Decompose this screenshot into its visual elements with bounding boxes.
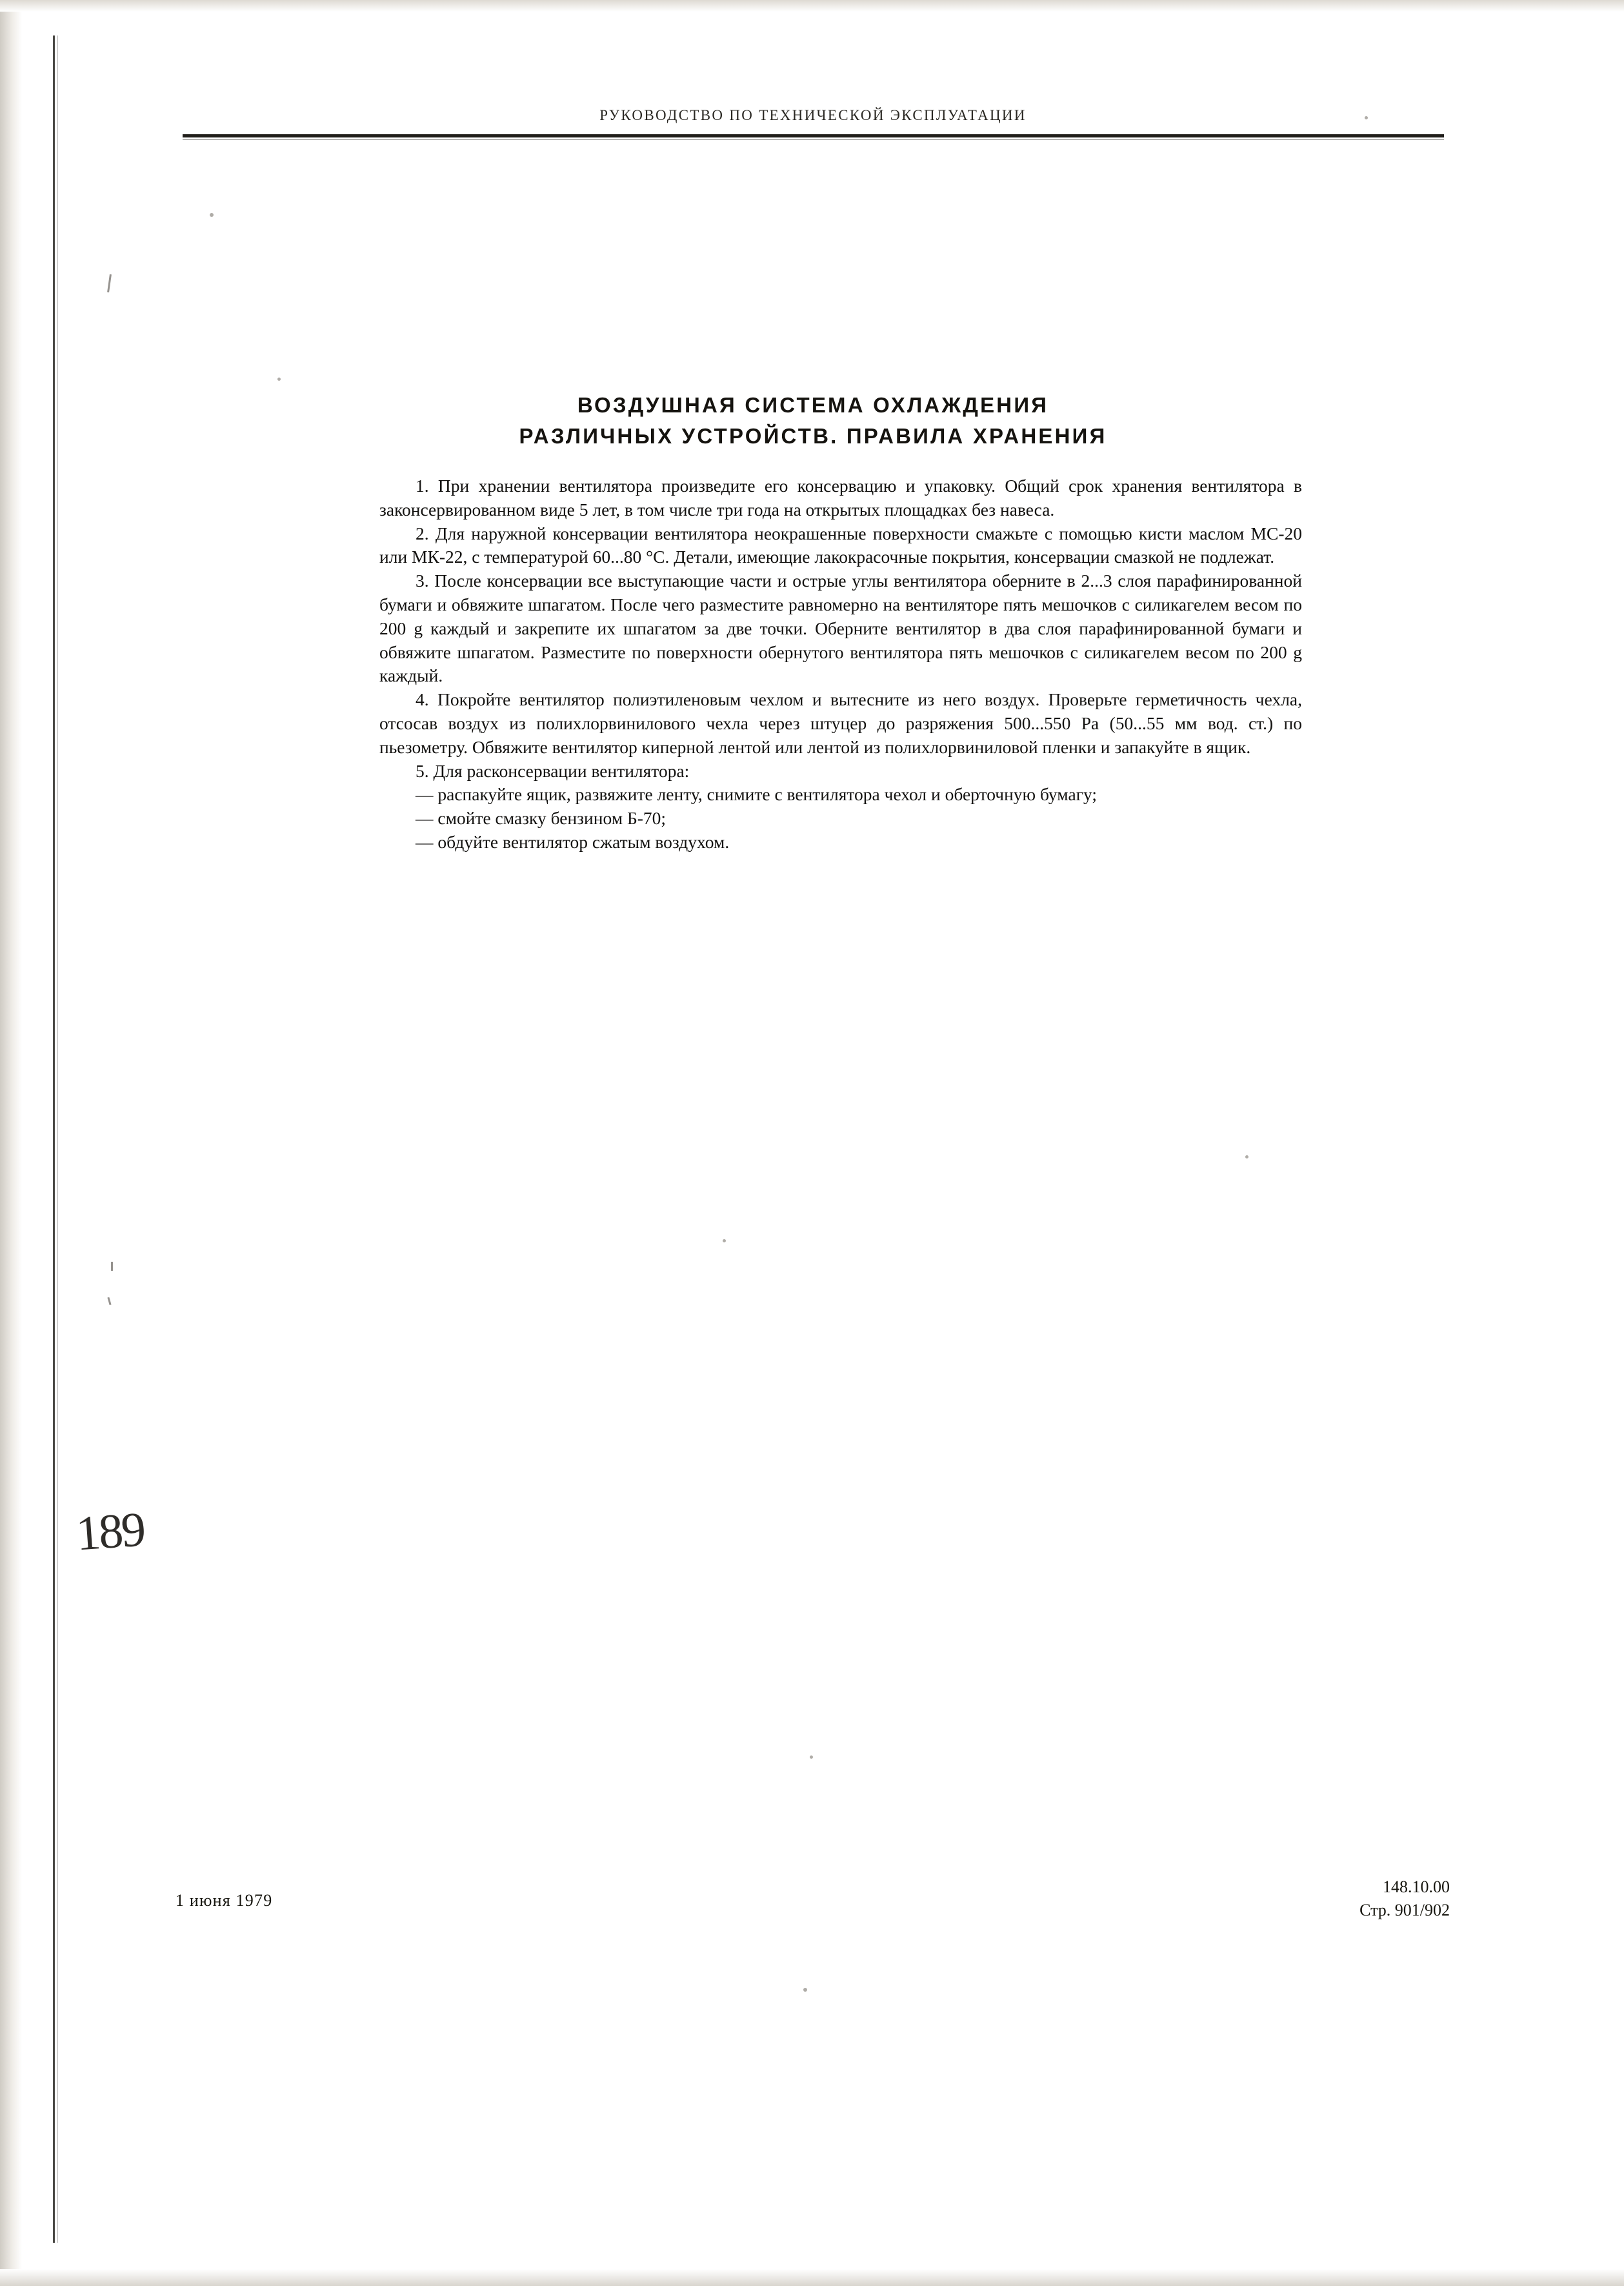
scan-speck: [1365, 116, 1368, 119]
binding-margin-line-secondary: [57, 35, 58, 2243]
scan-tick: [111, 1262, 113, 1271]
paragraph-4: 4. Покройте вентилятор полиэтиленовым чехлом и вытесните из него воздух. Проверьте герметичность чехла, отсосав воздух из полихлорвинилового чехла через штуцер до разряжения 500...550 Pa (50...55 мм вод. ст.) по пьезометру. Обвяжите вентилятор киперной лентой или лентой из полихлорвиниловой пленки и запакуйте в ящик.: [379, 689, 1302, 757]
scan-tick: [107, 1297, 111, 1305]
header-rule-thin: [183, 139, 1444, 140]
scan-speck: [810, 1755, 813, 1759]
list-item-1: — распакуйте ящик, развяжите ленту, снимите с вентилятора чехол и оберточную бумагу;: [416, 784, 1098, 805]
running-head: РУКОВОДСТВО ПО ТЕХНИЧЕСКОЙ ЭКСПЛУАТАЦИИ: [599, 107, 1027, 123]
body-text: [379, 474, 1302, 855]
scan-tick: [107, 274, 112, 292]
page-title: [361, 390, 1265, 452]
footer-page-label: Стр. 901/902: [1359, 1901, 1450, 1919]
handwritten-folio: 189: [74, 1502, 146, 1561]
footer-date: 1 июня 1979: [175, 1891, 273, 1910]
scan-speck: [210, 213, 214, 217]
scan-edge-bottom: [0, 2269, 1624, 2286]
footer-reference: [1359, 1876, 1450, 1922]
scan-edge-top: [0, 0, 1624, 12]
scan-speck: [803, 1988, 807, 1992]
footer-doc-number: 148.10.00: [1383, 1877, 1450, 1896]
list-item-2: — смойте смазку бензином Б-70;: [416, 808, 667, 829]
scan-speck: [1245, 1155, 1248, 1158]
scan-edge-left: [0, 0, 22, 2286]
header-rule: [183, 134, 1444, 137]
paragraph-5: 5. Для расконсервации вентилятора:: [416, 760, 690, 781]
scan-speck: [277, 378, 281, 381]
paragraph-1: 1. При хранении вентилятора произведите его консервацию и упаковку. Общий срок хранения вентилятора в законсервированном виде 5 лет, в том числе три года на открытых площадках без навеса.: [379, 476, 1302, 520]
scan-speck: [723, 1239, 726, 1242]
page-title-line-2: РАЗЛИЧНЫХ УСТРОЙСТВ. ПРАВИЛА ХРАНЕНИЯ: [519, 424, 1107, 448]
paragraph-2: 2. Для наружной консервации вентилятора неокрашенные поверхности смажьте с помощью кисти маслом МС-20 или МК-22, с температурой 60...80 °C. Детали, имеющие лакокрасочные покрытия, консервации смазкой не подлежат.: [379, 523, 1302, 567]
paragraph-3: 3. После консервации все выступающие части и острые углы вентилятора оберните в 2...3 слоя парафинированной бумаги и обвяжите шпагатом. После чего разместите равномерно на вентиляторе пять мешочков с силикагелем весом по 200 g каждый и закрепите их шпагатом за две точки. Оберните вентилятор в два слоя парафинированной бумаги и обвяжите шпагатом. Разместите по поверхности обернутого вентилятора пять мешочков с силикагелем весом по 200 g каждый.: [379, 571, 1302, 686]
binding-margin-line: [53, 35, 55, 2243]
list-item-3: — обдуйте вентилятор сжатым воздухом.: [416, 831, 730, 852]
page-title-line-1: ВОЗДУШНАЯ СИСТЕМА ОХЛАЖДЕНИЯ: [577, 393, 1049, 417]
